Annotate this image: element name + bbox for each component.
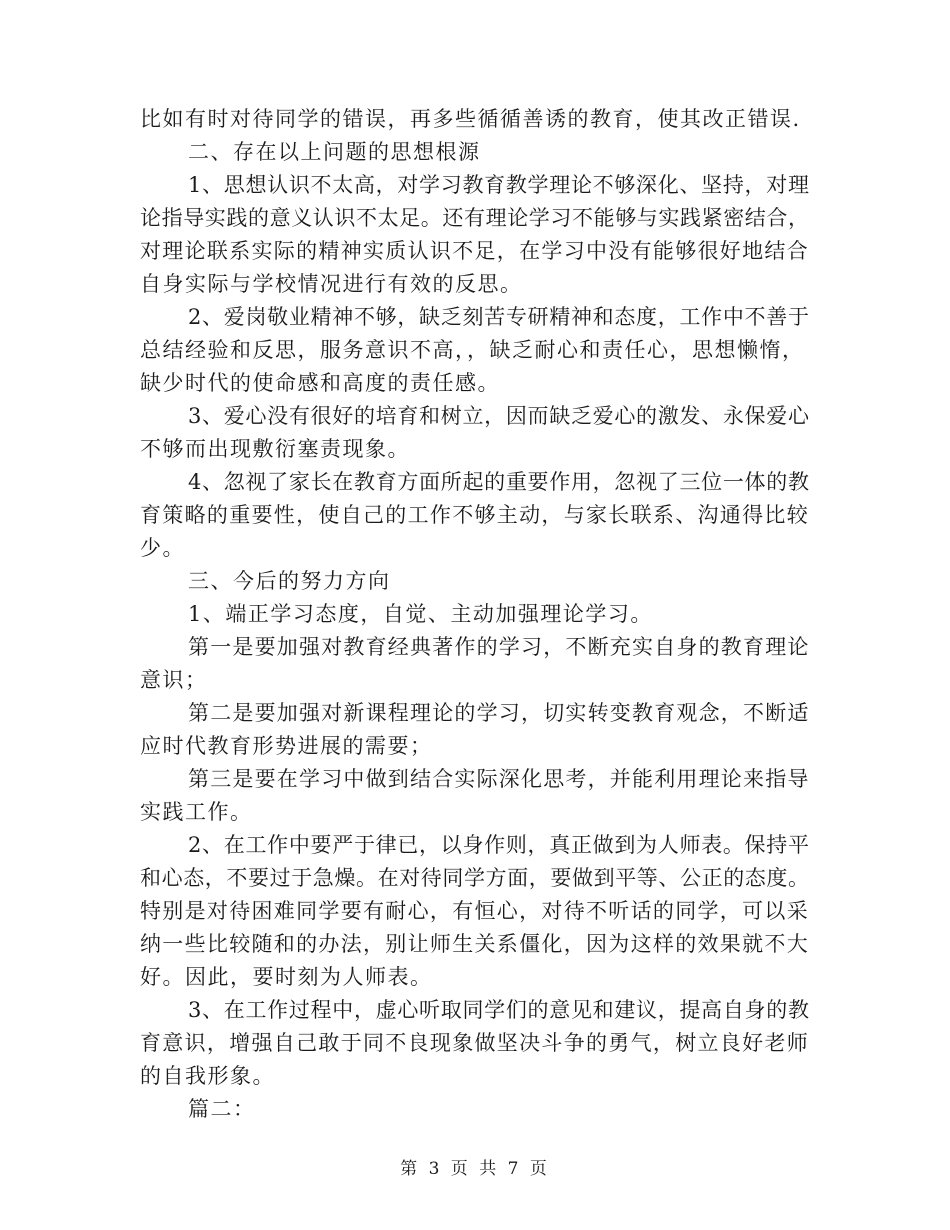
text-line: 3、在工作过程中，虚心听取同学们的意见和建议，提高自身的教	[188, 998, 810, 1022]
text-line: 实践工作。	[140, 800, 253, 824]
text-line: 育意识，增强自己敢于同不良现象做坚决斗争的勇气，树立良好老师	[140, 1031, 809, 1055]
text-line: 纳一些比较随和的办法，别让师生关系僵化，因为这样的效果就不大	[140, 932, 809, 956]
text-line: 总结经验和反思，服务意识不高，，缺乏耐心和责任心，思想懒惰，	[140, 338, 805, 362]
text-line: 特别是对待困难同学要有耐心，有恒心，对待不听话的同学，可以采	[140, 899, 809, 923]
document-body	[140, 103, 810, 1126]
text-line: 意识；	[140, 668, 208, 692]
text-line: 2、在工作中要严于律已，以身作则，真正做到为人师表。保持平	[188, 833, 810, 857]
text-line: 第三是要在学习中做到结合实际深化思考，并能利用理论来指导	[188, 767, 810, 791]
text-line: 第二是要加强对新课程理论的学习，切实转变教育观念，不断适	[188, 701, 810, 725]
text-line: 的自我形象。	[140, 1064, 275, 1088]
text-line: 篇二：	[188, 1097, 256, 1121]
text-line: 1、端正学习态度，自觉、主动加强理论学习。	[188, 602, 653, 626]
text-line: 好。因此，要时刻为人师表。	[140, 965, 433, 989]
text-line: 不够而出现敷衍塞责现象。	[140, 437, 410, 461]
text-line: 1、思想认识不太高，对学习教育教学理论不够深化、坚持，对理	[188, 173, 810, 197]
text-line: 2、爱岗敬业精神不够，缺乏刻苦专研精神和态度，工作中不善于	[188, 305, 810, 329]
text-line: 缺少时代的使命感和高度的责任感。	[140, 371, 500, 395]
text-line: 三、今后的努力方向	[188, 569, 391, 593]
text-line: 第一是要加强对教育经典著作的学习，不断充实自身的教育理论	[188, 635, 810, 659]
text-line: 育策略的重要性，使自己的工作不够主动，与家长联系、沟通得比较	[140, 503, 809, 527]
text-line: 对理论联系实际的精神实质认识不足，在学习中没有能够很好地结合	[140, 239, 809, 263]
text-line: 4、忽视了家长在教育方面所起的重要作用，忽视了三位一体的教	[188, 470, 810, 494]
text-line: 二、存在以上问题的思想根源	[188, 140, 481, 164]
page-footer: 第 3 页 共 7 页	[400, 1159, 550, 1179]
text-line: 比如有时对待同学的错误，再多些循循善诱的教育，使其改正错误.	[140, 107, 801, 131]
text-line: 论指导实践的意义认识不太足。还有理论学习不能够与实践紧密结合，	[140, 206, 810, 230]
text-line: 少。	[140, 536, 185, 560]
text-line: 应时代教育形势进展的需要；	[140, 734, 433, 758]
text-line: 3、爱心没有很好的培育和树立，因而缺乏爱心的激发、永保爱心	[188, 404, 810, 428]
text-line: 和心态，不要过于急燥。在对待同学方面，要做到平等、公正的态度。	[140, 866, 810, 890]
text-line: 自身实际与学校情况进行有效的反思。	[140, 272, 523, 296]
